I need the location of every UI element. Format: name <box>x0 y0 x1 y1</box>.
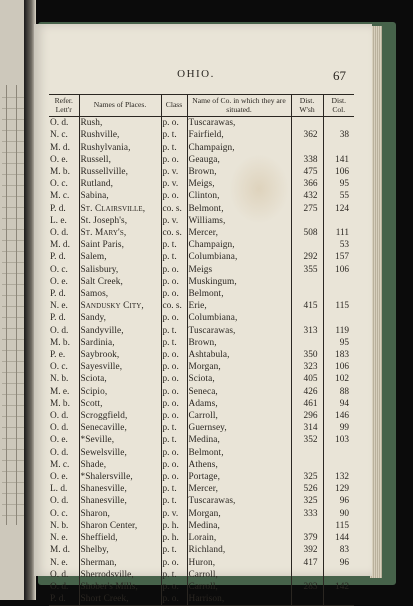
dist-wash-cell <box>291 142 323 154</box>
dist-wash-cell <box>291 447 323 459</box>
dist-col-cell: 38 <box>323 129 354 141</box>
county-cell: Carroll, <box>187 581 291 593</box>
dist-col-cell: 95 <box>323 178 354 190</box>
place-name-cell: St. Mary's, <box>79 227 161 239</box>
ref-cell: M. e. <box>50 386 70 397</box>
county-cell: Lorain, <box>187 532 291 544</box>
class-cell: p. o. <box>161 312 187 324</box>
table-row <box>49 325 354 337</box>
dist-col-cell: 157 <box>323 251 354 263</box>
place-name-cell: Salisbury, <box>79 264 161 276</box>
dist-col-cell: 115 <box>323 520 354 532</box>
header-place: Names of Places. <box>79 95 161 117</box>
dist-wash-cell <box>291 215 323 227</box>
header-dist-wash: Dist. W'sh <box>291 95 323 117</box>
class-cell: p. h. <box>161 520 187 532</box>
dist-wash-cell: 508 <box>291 227 323 239</box>
place-name-cell: Samos, <box>79 288 161 300</box>
dist-wash-cell: 314 <box>291 422 323 434</box>
dist-wash-cell <box>291 312 323 324</box>
ref-cell: M. c. <box>50 459 70 470</box>
facing-page-rule <box>16 85 17 525</box>
ref-cell: P. d. <box>49 593 79 606</box>
table-row <box>49 117 354 130</box>
county-cell: Mercer, <box>187 483 291 495</box>
class-cell: p. t. <box>161 239 187 251</box>
dist-col-cell: 99 <box>323 422 354 434</box>
dist-col-cell: 106 <box>323 166 354 178</box>
ref-cell: M. d. <box>50 142 70 153</box>
dist-wash-cell: 355 <box>291 264 323 276</box>
county-cell: Portage, <box>187 471 291 483</box>
place-name-cell: St. Clairsville, <box>79 203 161 215</box>
dist-col-cell: 83 <box>323 544 354 556</box>
county-cell: Ashtabula, <box>187 349 291 361</box>
ref-cell: O. d. <box>50 423 69 434</box>
table-row <box>49 154 354 166</box>
county-cell: Morgan, <box>187 361 291 373</box>
county-cell: Williams, <box>187 215 291 227</box>
dist-wash-cell: 417 <box>291 557 323 569</box>
dist-col-cell: 95 <box>323 337 354 349</box>
dist-col-cell: 132 <box>323 471 354 483</box>
table-row <box>49 142 354 154</box>
table-row <box>49 459 354 471</box>
class-cell: p. t. <box>161 569 187 581</box>
header-class: Class <box>161 95 187 117</box>
county-cell: Seneca, <box>187 386 291 398</box>
table-row <box>49 312 354 324</box>
county-cell: Morgan, <box>187 508 291 520</box>
dist-wash-cell: 426 <box>291 386 323 398</box>
ref-cell: O. e. <box>50 154 68 165</box>
ref-cell: M. b. <box>50 398 70 409</box>
place-name-cell: Senecaville, <box>79 422 161 434</box>
place-name-cell: Sayesville, <box>79 361 161 373</box>
county-cell: Fairfield, <box>187 129 291 141</box>
county-cell: Harrison, <box>187 593 291 606</box>
class-cell: co. s. <box>161 203 187 215</box>
ref-cell: P. d. <box>50 313 66 324</box>
table-row <box>49 337 354 349</box>
dist-wash-cell: 526 <box>291 483 323 495</box>
table-row <box>49 190 354 202</box>
place-name-cell: Sandyville, <box>79 325 161 337</box>
county-cell: Columbiana, <box>187 312 291 324</box>
dist-wash-cell <box>291 337 323 349</box>
class-cell: p. o. <box>161 288 187 300</box>
dist-wash-cell <box>291 117 323 130</box>
dist-col-cell: 94 <box>323 398 354 410</box>
class-cell: p. o. <box>161 581 187 593</box>
ref-cell: P. d. <box>50 252 66 263</box>
dist-wash-cell: 313 <box>291 325 323 337</box>
table-row <box>49 483 354 495</box>
table-row <box>49 300 354 312</box>
table-row <box>49 434 354 446</box>
ref-cell: O. e. <box>50 276 68 287</box>
ref-cell: P. e. <box>50 350 66 361</box>
table-row <box>49 264 354 276</box>
county-cell: Adams, <box>187 398 291 410</box>
place-name-cell: Shelby, <box>79 544 161 556</box>
dist-wash-cell: 323 <box>291 361 323 373</box>
class-cell: p. o. <box>161 276 187 288</box>
class-cell: p. o. <box>161 410 187 422</box>
book-page <box>34 24 372 605</box>
county-cell: Tuscarawas, <box>187 495 291 507</box>
ref-cell: O. c. <box>50 508 68 519</box>
county-cell: Brown, <box>187 337 291 349</box>
ref-cell: M. b. <box>50 167 70 177</box>
place-name-cell: Rush, <box>79 117 161 130</box>
class-cell: p. t. <box>161 129 187 141</box>
dist-wash-cell <box>291 520 323 532</box>
county-cell: Guernsey, <box>187 422 291 434</box>
county-cell: Belmont, <box>187 288 291 300</box>
dist-wash-cell: 352 <box>291 434 323 446</box>
county-cell: Meigs <box>187 264 291 276</box>
dist-col-cell: 96 <box>323 495 354 507</box>
table-row <box>49 593 354 606</box>
ref-cell: O. d. <box>50 228 69 239</box>
table-row <box>49 569 354 581</box>
table-row <box>49 386 354 398</box>
dist-wash-cell <box>291 593 323 606</box>
table-row <box>49 373 354 385</box>
class-cell: p. t. <box>161 325 187 337</box>
table-row <box>49 422 354 434</box>
table-row <box>49 398 354 410</box>
page-number: 67 <box>333 68 346 83</box>
dist-col-cell <box>323 142 354 154</box>
dist-col-cell: 141 <box>323 154 354 166</box>
dist-col-cell: 129 <box>323 483 354 495</box>
header-ref: Refer. Lett'r <box>49 95 79 117</box>
table-row <box>49 129 354 141</box>
place-name-cell: Shober's Mills, <box>79 581 161 593</box>
header-dist-col: Dist. Col. <box>323 95 354 117</box>
header-county: Name of Co. in which they are situated. <box>187 95 291 117</box>
dist-wash-cell: 475 <box>291 166 323 178</box>
dist-col-cell: 55 <box>323 190 354 202</box>
class-cell: p. v. <box>161 178 187 190</box>
table-row <box>49 520 354 532</box>
ref-cell: N. e. <box>50 533 68 544</box>
place-name-cell: Sheffield, <box>79 532 161 544</box>
table-row <box>49 508 354 520</box>
county-cell: Champaign, <box>187 239 291 251</box>
dist-col-cell: 146 <box>323 410 354 422</box>
table-row <box>49 227 354 239</box>
page-title: OHIO. <box>177 68 215 80</box>
dist-col-cell: 96 <box>323 557 354 569</box>
class-cell: p. o. <box>161 373 187 385</box>
class-cell: p. t. <box>161 142 187 154</box>
dist-wash-cell: 325 <box>291 495 323 507</box>
ref-cell: L. e. <box>50 215 67 226</box>
page-header <box>34 68 372 84</box>
table-row <box>49 471 354 483</box>
place-name-cell: Rushylvania, <box>79 142 161 154</box>
place-name-cell: Sandy, <box>79 312 161 324</box>
table-row <box>49 178 354 190</box>
ref-cell: M. d. <box>50 545 70 556</box>
place-name-cell: *Seville, <box>79 434 161 446</box>
dist-col-cell: 124 <box>323 203 354 215</box>
dist-wash-cell: 362 <box>291 129 323 141</box>
place-name-cell: Sherrodsville, <box>79 569 161 581</box>
table-row <box>49 361 354 373</box>
class-cell: p. o. <box>161 361 187 373</box>
ref-cell: N. e. <box>50 557 68 568</box>
dist-wash-cell: 292 <box>291 251 323 263</box>
dist-col-cell: 142 <box>323 581 354 593</box>
dist-col-cell <box>323 312 354 324</box>
dist-wash-cell: 392 <box>291 544 323 556</box>
dist-col-cell: 115 <box>323 300 354 312</box>
dist-wash-cell: 379 <box>291 532 323 544</box>
ref-cell: O. d. <box>50 325 69 336</box>
table-row <box>49 239 354 251</box>
ref-cell: O. c. <box>50 264 68 275</box>
ref-cell: O. d. <box>50 447 69 458</box>
class-cell: p. o. <box>161 557 187 569</box>
dist-wash-cell: 296 <box>291 410 323 422</box>
place-name-cell: Sciota, <box>79 373 161 385</box>
ref-cell: N. b. <box>50 374 69 385</box>
place-name-cell: Shanesville, <box>79 495 161 507</box>
dist-col-cell: 119 <box>323 325 354 337</box>
place-name-cell: Saint Paris, <box>79 239 161 251</box>
dist-col-cell <box>323 593 354 606</box>
county-cell: Sciota, <box>187 373 291 385</box>
table-row <box>49 288 354 300</box>
ref-cell: N. e. <box>50 301 68 312</box>
county-cell: Carroll, <box>187 569 291 581</box>
place-name-cell: Short Creek, <box>79 593 161 606</box>
dist-col-cell <box>323 569 354 581</box>
county-cell: Richland, <box>187 544 291 556</box>
table-row <box>49 166 354 178</box>
dist-wash-cell <box>291 276 323 288</box>
county-cell: Brown, <box>187 166 291 178</box>
table-row <box>49 215 354 227</box>
ref-cell: P. d. <box>50 203 66 214</box>
place-name-cell: Sherman, <box>79 557 161 569</box>
table-row <box>49 203 354 215</box>
county-cell: Carroll, <box>187 410 291 422</box>
place-name-cell: Sabina, <box>79 190 161 202</box>
dist-col-cell: 111 <box>323 227 354 239</box>
class-cell: p. v. <box>161 166 187 178</box>
dist-wash-cell: 283 <box>291 581 323 593</box>
county-cell: Clinton, <box>187 190 291 202</box>
dist-col-cell <box>323 447 354 459</box>
class-cell: p. t. <box>161 251 187 263</box>
table-row <box>49 349 354 361</box>
dist-col-cell <box>323 276 354 288</box>
class-cell: p. o. <box>161 264 187 276</box>
table-row <box>49 251 354 263</box>
dist-wash-cell <box>291 459 323 471</box>
class-cell: p. o. <box>161 154 187 166</box>
dist-wash-cell: 415 <box>291 300 323 312</box>
table-row <box>49 410 354 422</box>
dist-wash-cell: 432 <box>291 190 323 202</box>
table-row <box>49 532 354 544</box>
county-cell: Medina, <box>187 434 291 446</box>
ref-cell: L. d. <box>50 484 68 495</box>
dist-col-cell: 106 <box>323 264 354 276</box>
class-cell: p. v. <box>161 215 187 227</box>
dist-wash-cell: 405 <box>291 373 323 385</box>
place-name-cell: Russell, <box>79 154 161 166</box>
dist-wash-cell: 325 <box>291 471 323 483</box>
ref-cell: M. b. <box>50 337 70 348</box>
table-row <box>49 557 354 569</box>
class-cell: p. h. <box>161 532 187 544</box>
class-cell: p. o. <box>161 190 187 202</box>
ref-cell: O. e. <box>50 472 68 483</box>
table-header-row <box>49 95 354 117</box>
place-name-cell: *Shalersville, <box>79 471 161 483</box>
county-cell: Belmont, <box>187 447 291 459</box>
county-cell: Mercer, <box>187 227 291 239</box>
dist-col-cell: 144 <box>323 532 354 544</box>
class-cell: co. s. <box>161 300 187 312</box>
table-row <box>49 276 354 288</box>
county-cell: Columbiana, <box>187 251 291 263</box>
county-cell: Huron, <box>187 557 291 569</box>
ref-cell: O. e. <box>50 435 68 446</box>
ref-cell: M. d. <box>50 240 70 251</box>
class-cell: p. o. <box>161 386 187 398</box>
dist-col-cell: 88 <box>323 386 354 398</box>
ref-cell: O. d. <box>50 118 69 129</box>
dist-wash-cell: 366 <box>291 178 323 190</box>
class-cell: p. t. <box>161 434 187 446</box>
place-name-cell: Scott, <box>79 398 161 410</box>
dist-col-cell: 183 <box>323 349 354 361</box>
county-cell: Medina, <box>187 520 291 532</box>
class-cell: p. t. <box>161 544 187 556</box>
place-name-cell: Salem, <box>79 251 161 263</box>
ref-cell: N. c. <box>50 130 68 141</box>
dist-col-cell: 103 <box>323 434 354 446</box>
county-cell: Erie, <box>187 300 291 312</box>
place-name-cell: Salt Creek, <box>79 276 161 288</box>
class-cell: p. o. <box>161 471 187 483</box>
dist-wash-cell <box>291 239 323 251</box>
table-row <box>49 544 354 556</box>
class-cell: p. o. <box>161 349 187 361</box>
dist-col-cell: 53 <box>323 239 354 251</box>
county-cell: Champaign, <box>187 142 291 154</box>
dist-col-cell <box>323 117 354 130</box>
dist-col-cell: 106 <box>323 361 354 373</box>
dist-wash-cell <box>291 288 323 300</box>
table-row <box>49 447 354 459</box>
dist-col-cell <box>323 288 354 300</box>
class-cell: p. o. <box>161 593 187 606</box>
place-name-cell: Shanesville, <box>79 483 161 495</box>
county-cell: Muskingum, <box>187 276 291 288</box>
ref-cell: O. c. <box>50 362 68 373</box>
place-name-cell: Scroggfield, <box>79 410 161 422</box>
table-row <box>49 581 354 593</box>
county-cell: Belmont, <box>187 203 291 215</box>
dist-wash-cell: 461 <box>291 398 323 410</box>
place-name-cell: Rushville, <box>79 129 161 141</box>
table-body <box>49 117 354 606</box>
place-name-cell: Sardinia, <box>79 337 161 349</box>
ref-cell: P. d. <box>50 289 66 300</box>
dist-col-cell <box>323 215 354 227</box>
county-cell: Athens, <box>187 459 291 471</box>
dist-wash-cell: 275 <box>291 203 323 215</box>
dist-col-cell: 102 <box>323 373 354 385</box>
ref-cell: O. d. <box>50 411 69 422</box>
place-name-cell: Russellville, <box>79 166 161 178</box>
dist-col-cell <box>323 459 354 471</box>
ref-cell: O. d. <box>50 581 69 592</box>
place-name-cell: Rutland, <box>79 178 161 190</box>
county-cell: Geauga, <box>187 154 291 166</box>
place-name-cell: Sandusky City, <box>79 300 161 312</box>
county-cell: Tuscarawas, <box>187 117 291 130</box>
class-cell: co. s. <box>161 227 187 239</box>
ref-cell: O. d. <box>50 569 69 580</box>
ref-cell: M. c. <box>50 191 70 202</box>
class-cell: p. o. <box>161 117 187 130</box>
ref-cell: O. d. <box>50 496 69 507</box>
class-cell: p. v. <box>161 508 187 520</box>
class-cell: p. t. <box>161 483 187 495</box>
place-name-cell: Saybrook, <box>79 349 161 361</box>
ref-cell: O. c. <box>50 179 68 190</box>
dist-wash-cell: 350 <box>291 349 323 361</box>
class-cell: p. o. <box>161 459 187 471</box>
place-name-cell: Sewelsville, <box>79 447 161 459</box>
class-cell: p. o. <box>161 447 187 459</box>
table-row <box>49 495 354 507</box>
gazetteer-table <box>49 94 354 606</box>
place-name-cell: Scipio, <box>79 386 161 398</box>
place-name-cell: Sharon Center, <box>79 520 161 532</box>
dist-wash-cell: 333 <box>291 508 323 520</box>
class-cell: p. t. <box>161 422 187 434</box>
ref-cell: N. b. <box>50 520 69 531</box>
facing-page-rule <box>6 85 7 525</box>
dist-wash-cell <box>291 569 323 581</box>
place-name-cell: Shade, <box>79 459 161 471</box>
county-cell: Meigs, <box>187 178 291 190</box>
place-name-cell: Sharon, <box>79 508 161 520</box>
class-cell: p. t. <box>161 337 187 349</box>
dist-col-cell: 90 <box>323 508 354 520</box>
class-cell: p. o. <box>161 398 187 410</box>
class-cell: p. t. <box>161 495 187 507</box>
place-name-cell: St. Joseph's, <box>79 215 161 227</box>
dist-wash-cell: 338 <box>291 154 323 166</box>
county-cell: Tuscarawas, <box>187 325 291 337</box>
